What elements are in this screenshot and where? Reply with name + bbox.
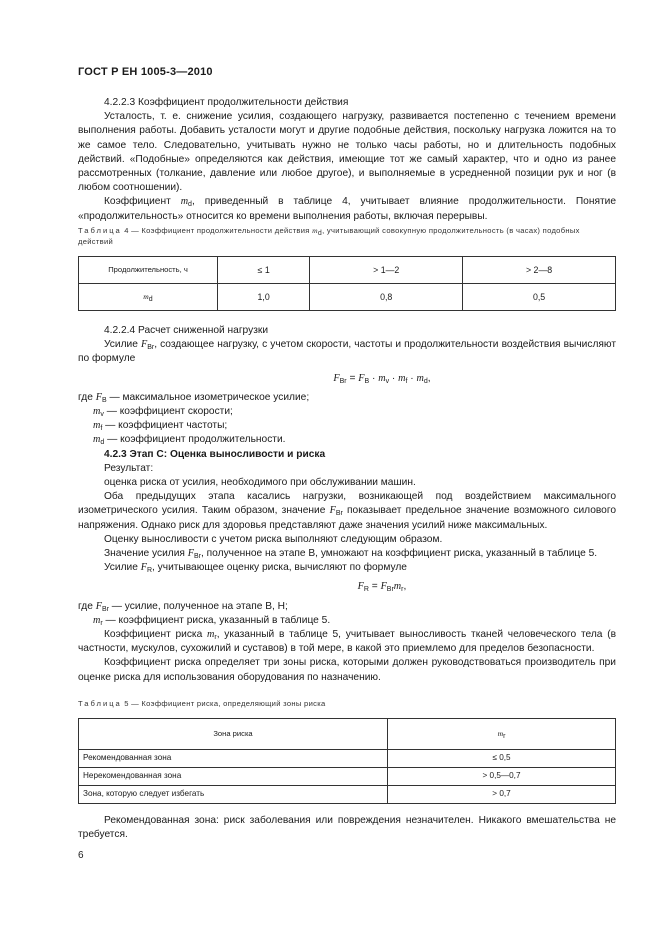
risk-table (78, 718, 616, 804)
result-text: оценка риска от усилия, необходимого при обслуживании машин. (104, 477, 416, 489)
table-cell: ≤ 1 (218, 257, 310, 284)
closing-block (78, 814, 616, 842)
table-cell: Зона риска (79, 719, 388, 750)
table-header-row (79, 257, 616, 284)
table-cell: $m_d$ (79, 284, 218, 311)
duration-table (78, 256, 616, 311)
section-4-2-2-4 (78, 324, 616, 685)
paragraph: Коэффициент риска $m_r$, указанный в таблице 5, учитывает выносливость тканей человеческого тела (в частности, мускулов, сухожилий и суставов) в той мере, в какой это приемлемо для пределов безопасности. (78, 629, 616, 655)
table-caption: Таблица 4 — Коэффициент продолжительности действия $m_d$, учитывающий совокупную продолжительность (в часах) подобных действий (78, 226, 580, 246)
definition: $m_d$ — коэффициент продолжительности. (93, 434, 286, 447)
table-cell: 1,0 (218, 284, 310, 311)
table-cell: > 1—2 (310, 257, 463, 284)
table-cell: > 0,7 (388, 786, 616, 804)
definition: $m_r$ — коэффициент риска, указанный в таблице 5. (93, 614, 331, 627)
definition: где $F_B$ — максимальное изометрическое усилие; (78, 391, 310, 404)
table-cell: Нерекомендованная зона (79, 768, 388, 786)
table-header-row (79, 719, 616, 750)
table-cell: 0,8 (310, 284, 463, 311)
paragraph: Оценку выносливости с учетом риска выполняют следующим образом. (104, 533, 443, 545)
table-cell: Зона, которую следует избегать (79, 786, 388, 804)
paragraph: Значение усилия $F_{Br}$, полученное на этапе В, умножают на коэффициент риска, указанный в таблице 5. (104, 548, 598, 561)
table-cell: $m_r$ (388, 719, 616, 750)
result-label: Результат: (104, 462, 154, 474)
table-5-block (78, 698, 616, 804)
paragraph: Усилие $F_{Br}$, создающее нагрузку, с учетом скорости, частоты и продолжительности воздействия вычисляют по формуле (78, 339, 616, 365)
table-row (79, 284, 616, 311)
document-header: ГОСТ Р ЕН 1005-3—2010 (78, 66, 213, 78)
section-heading: 4.2.2.4 Расчет сниженной нагрузки (104, 325, 269, 336)
table-row (79, 786, 616, 804)
table-cell: > 2—8 (463, 257, 616, 284)
paragraph: Усилие $F_R$, учитывающее оценку риска, вычисляют по формуле (104, 562, 407, 575)
table-caption: Таблица 5 — Коэффициент риска, определяющий зоны риска (78, 699, 326, 708)
definition: $m_f$ — коэффициент частоты; (93, 420, 228, 433)
table-cell: Продолжительность, ч (79, 257, 218, 284)
table-cell: 0,5 (463, 284, 616, 311)
formula: $F_R = F_{Br}m_r$, (357, 581, 407, 594)
definition: $m_v$ — коэффициент скорости; (93, 406, 233, 419)
paragraph: Усталость, т. е. снижение усилия, создающего нагрузку, развивается постепенно с течением времени выполнения работы. Добавить усталости могут и другие подобные действия, поскольку нагрузка ложится на то же самое тело. Следовательно, учитывать нужно не только часы работы, но и длительность подобных действий. «Подобные» определяются как действия, имеющие тот же самый характер, что и одно из ранее рассмотренных (толкание, давление или любое другое), и выполняемые в усредненной позиции рук и ног (в любом соотношении). (78, 111, 616, 194)
paragraph: Коэффициент $m_d$, приведенный в таблице 4, учитывает влияние продолжительности. Понятие «продолжительность» относится ко времени выполнения работы, включая перерывы. (78, 196, 616, 222)
table-cell: ≤ 0,5 (388, 750, 616, 768)
paragraph: Оба предыдущих этапа касались нагрузки, возникающей под воздействием максимального изометрического усилия. Таким образом, значение $F_{Br}$ показывает предельное значение возможного силового напряжения. Однако риск для здоровья представляют даже значения усилий ниже максимальных. (78, 491, 616, 531)
table-cell: > 0,5—0,7 (388, 768, 616, 786)
table-4-block (78, 225, 616, 311)
paragraph: Коэффициент риска определяет три зоны риска, которыми должен руководствоваться производитель при оценке риска для использования оборудования по назначению. (78, 657, 616, 683)
table-cell: Рекомендованная зона (79, 750, 388, 768)
table-row (79, 768, 616, 786)
paragraph: Рекомендованная зона: риск заболевания или повреждения незначителен. Никакого вмешательства не требуется. (78, 815, 616, 841)
section-4-2-2-3 (78, 96, 616, 224)
definition: где $F_{Br}$ — усилие, полученное на этапе В, Н; (78, 600, 288, 613)
table-row (79, 750, 616, 768)
formula: $F_{Br} = F_B \cdot m_v \cdot m_f \cdot m_d$, (333, 372, 431, 385)
section-heading: 4.2.2.3 Коэффициент продолжительности действия (104, 97, 349, 108)
page-number: 6 (78, 850, 84, 861)
section-heading: 4.2.3 Этап С: Оценка выносливости и риска (104, 448, 326, 460)
